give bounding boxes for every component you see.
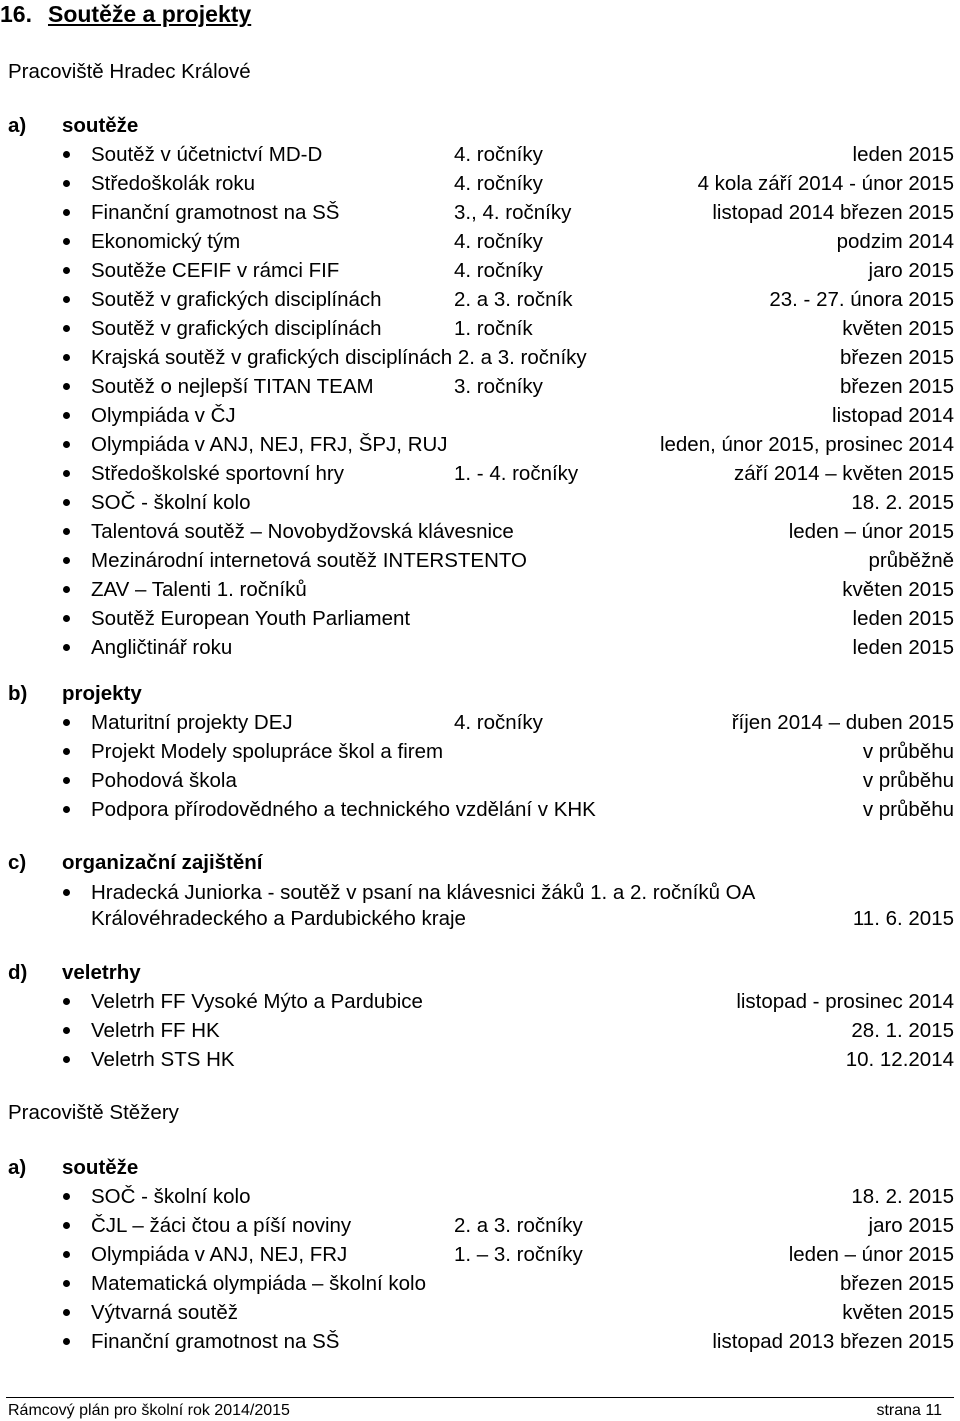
- list-item: Veletrh STS HK: [91, 1048, 235, 1071]
- bullet-icon: [63, 644, 70, 651]
- bullet-icon: [63, 180, 70, 187]
- list-item-date: leden 2015: [852, 607, 954, 630]
- list-item-date: 23. - 27. února 2015: [769, 288, 954, 311]
- bullet-icon: [63, 267, 70, 274]
- list-item: Soutěž o nejlepší TITAN TEAM: [91, 375, 374, 398]
- bullet-icon: [63, 1338, 70, 1345]
- list-item-grade: 1. – 3. ročníky: [454, 1243, 583, 1266]
- list-item-date: 10. 12.2014: [845, 1048, 954, 1071]
- footer-divider: [6, 1397, 954, 1398]
- bullet-icon: [63, 748, 70, 755]
- list-item: Soutěž v grafických disciplínách: [91, 288, 382, 311]
- list-item-date: v průběhu: [862, 769, 954, 792]
- list-item: Soutěže CEFIF v rámci FIF: [91, 259, 340, 282]
- list-item-date: listopad 2014: [832, 404, 954, 427]
- list-item-grade: 4. ročníky: [454, 172, 543, 195]
- section-b-letter: b): [8, 682, 28, 705]
- list-item-date: 28. 1. 2015: [851, 1019, 954, 1042]
- bullet-icon: [63, 354, 70, 361]
- list-item: ZAV – Talenti 1. ročníků: [91, 578, 307, 601]
- list-item-date: jaro 2015: [868, 259, 954, 282]
- bullet-icon: [63, 1309, 70, 1316]
- list-item-grade: 4. ročníky: [454, 143, 543, 166]
- list-item: Projekt Modely spolupráce škol a firem: [91, 740, 444, 763]
- list-item: Matematická olympiáda – školní kolo: [91, 1272, 426, 1295]
- bullet-icon: [63, 209, 70, 216]
- bullet-icon: [63, 1056, 70, 1063]
- list-item: Soutěž v grafických disciplínách: [91, 317, 382, 340]
- list-item: Ekonomický tým: [91, 230, 241, 253]
- list-item-date: průběžně: [868, 549, 954, 572]
- list-item: ČJL – žáci čtou a píší noviny: [91, 1214, 352, 1237]
- list-item-date: leden – únor 2015: [788, 1243, 954, 1266]
- list-item-grade: 4. ročníky: [454, 230, 543, 253]
- bullet-icon: [63, 1193, 70, 1200]
- list-item: Soutěž v účetnictví MD-D: [91, 143, 323, 166]
- bullet-icon: [63, 238, 70, 245]
- bullet-icon: [63, 889, 70, 896]
- list-item: Pohodová škola: [91, 769, 237, 792]
- section-c-letter: c): [8, 851, 27, 874]
- section-b-title: projekty: [62, 682, 142, 705]
- list-item-date: leden, únor 2015, prosinec 2014: [659, 433, 954, 456]
- section-a2-title: soutěže: [62, 1156, 139, 1179]
- list-item: Středoškolák roku: [91, 172, 256, 195]
- bullet-icon: [63, 325, 70, 332]
- workplace-hradec: Pracoviště Hradec Králové: [8, 60, 251, 83]
- bullet-icon: [63, 586, 70, 593]
- list-item-date: březen 2015: [840, 1272, 954, 1295]
- list-item: Veletrh FF HK: [91, 1019, 220, 1042]
- bullet-icon: [63, 719, 70, 726]
- list-item: Středoškolské sportovní hry: [91, 462, 344, 485]
- bullet-icon: [63, 412, 70, 419]
- list-item: Finanční gramotnost na SŠ: [91, 201, 340, 224]
- list-item: Olympiáda v ANJ, NEJ, FRJ: [91, 1243, 348, 1266]
- list-item-grade: 1. ročník: [454, 317, 533, 340]
- list-item-date: 18. 2. 2015: [851, 1185, 954, 1208]
- bullet-icon: [63, 1027, 70, 1034]
- bullet-icon: [63, 1222, 70, 1229]
- list-item-date: jaro 2015: [868, 1214, 954, 1237]
- bullet-icon: [63, 557, 70, 564]
- footer-left: Rámcový plán pro školní rok 2014/2015: [8, 1402, 290, 1419]
- list-item: Talentová soutěž – Novobydžovská klávesnice: [91, 520, 514, 543]
- section-a2-letter: a): [8, 1156, 27, 1179]
- page-title: [0, 3, 251, 26]
- list-item-grade: 4. ročníky: [454, 711, 543, 734]
- list-item: Podpora přírodovědného a technického vzdělání v KHK: [91, 798, 596, 821]
- list-item-date: 18. 2. 2015: [851, 491, 954, 514]
- list-item: Soutěž European Youth Parliament: [91, 607, 411, 630]
- list-item-date: listopad 2013 březen 2015: [712, 1330, 954, 1353]
- list-item-date: květen 2015: [842, 317, 954, 340]
- list-item: SOČ - školní kolo: [91, 1185, 251, 1208]
- list-item-date: listopad 2014 březen 2015: [712, 201, 954, 224]
- list-item-date: březen 2015: [840, 375, 954, 398]
- list-item: Maturitní projekty DEJ: [91, 711, 293, 734]
- list-item-grade: 1. - 4. ročníky: [454, 462, 579, 485]
- list-item-grade: 3. ročníky: [454, 375, 543, 398]
- section-c-title: organizační zajištění: [62, 851, 263, 874]
- bullet-icon: [63, 499, 70, 506]
- list-item: Výtvarná soutěž: [91, 1301, 238, 1324]
- bullet-icon: [63, 528, 70, 535]
- list-item: Finanční gramotnost na SŠ: [91, 1330, 340, 1353]
- heading-number: 16.: [0, 1, 32, 27]
- workplace-stezery: Pracoviště Stěžery: [8, 1101, 179, 1124]
- list-item-date: leden 2015: [852, 636, 954, 659]
- bullet-icon: [63, 806, 70, 813]
- list-item-grade: 3., 4. ročníky: [454, 201, 572, 224]
- list-item-date: v průběhu: [862, 798, 954, 821]
- list-item-date: 4 kola září 2014 - únor 2015: [697, 172, 954, 195]
- list-item: Olympiáda v ČJ: [91, 404, 236, 427]
- bullet-icon: [63, 441, 70, 448]
- bullet-icon: [63, 151, 70, 158]
- bullet-icon: [63, 615, 70, 622]
- list-item-date: květen 2015: [842, 1301, 954, 1324]
- list-item-date: v průběhu: [862, 740, 954, 763]
- list-item: Olympiáda v ANJ, NEJ, FRJ, ŠPJ, RUJ: [91, 433, 448, 456]
- bullet-icon: [63, 1280, 70, 1287]
- bullet-icon: [63, 1251, 70, 1258]
- bullet-icon: [63, 998, 70, 1005]
- list-item: Veletrh FF Vysoké Mýto a Pardubice: [91, 990, 423, 1013]
- list-item-date: podzim 2014: [836, 230, 954, 253]
- section-d-title: veletrhy: [62, 961, 141, 984]
- bullet-icon: [63, 777, 70, 784]
- section-a-title: soutěže: [62, 114, 139, 137]
- list-item-date: březen 2015: [840, 346, 954, 369]
- list-item: Mezinárodní internetová soutěž INTERSTENTO: [91, 549, 527, 572]
- list-item: Angličtinář roku: [91, 636, 233, 659]
- list-item-grade: 2. a 3. ročníky: [454, 1214, 583, 1237]
- list-item: Krajská soutěž v grafických disciplínách 2. a 3. ročníky: [91, 346, 587, 369]
- list-item: SOČ - školní kolo: [91, 491, 251, 514]
- list-item-date: září 2014 – květen 2015: [734, 462, 954, 485]
- bullet-icon: [63, 383, 70, 390]
- bullet-icon: [63, 470, 70, 477]
- section-d-letter: d): [8, 961, 28, 984]
- list-item-continuation: Královéhradeckého a Pardubického kraje: [91, 907, 466, 930]
- list-item-grade: 4. ročníky: [454, 259, 543, 282]
- footer-page-number: strana 11: [876, 1402, 942, 1419]
- list-item-date: leden – únor 2015: [788, 520, 954, 543]
- list-item-date: leden 2015: [852, 143, 954, 166]
- list-item: Hradecká Juniorka - soutěž v psaní na klávesnici žáků 1. a 2. ročníků OA: [91, 881, 756, 904]
- list-item-date: listopad - prosinec 2014: [736, 990, 954, 1013]
- list-item-date: 11. 6. 2015: [852, 907, 954, 930]
- list-item-grade: 2. a 3. ročník: [454, 288, 573, 311]
- bullet-icon: [63, 296, 70, 303]
- section-a-letter: a): [8, 114, 27, 137]
- list-item-date: říjen 2014 – duben 2015: [731, 711, 954, 734]
- list-item-date: květen 2015: [842, 578, 954, 601]
- heading-title: Soutěže a projekty: [47, 1, 252, 27]
